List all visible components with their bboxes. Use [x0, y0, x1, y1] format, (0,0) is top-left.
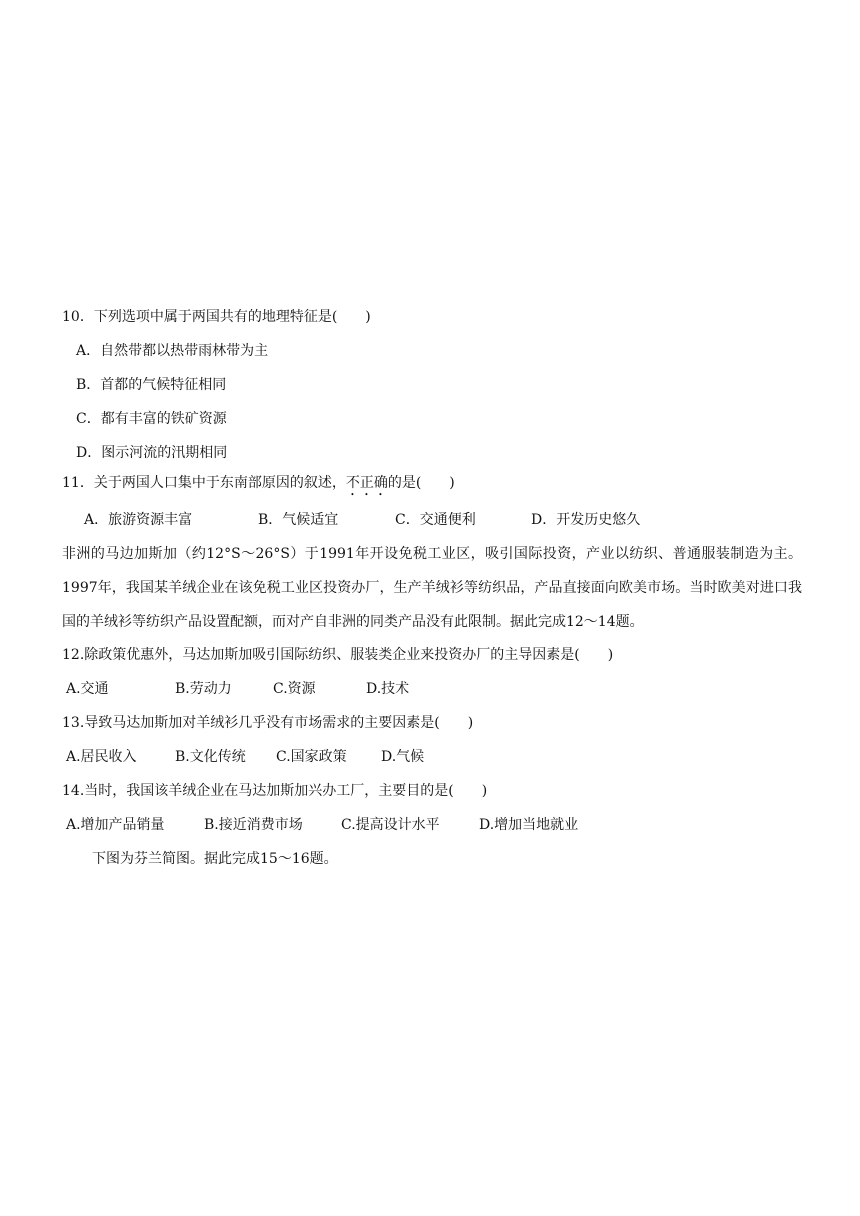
question-10-option-d: D．图示河流的汛期相同	[76, 445, 228, 461]
question-14-stem: 14.当时，我国该羊绒企业在马达加斯加兴办工厂，主要目的是( )	[62, 783, 488, 799]
question-14-option-c: C.提高设计水平	[341, 817, 440, 833]
question-13-option-d: D.气候	[381, 749, 425, 765]
passage-madagascar: 非洲的马边加斯加（约12°S～26°S）于1991年开设免税工业区，吸引国际投资，产业以纺织、普通服装制造为主。1997年，我国某羊绒企业在该免税工业区投资办厂，生产羊绒衫等纺织品，产品直接面向欧美市场。当时欧美对进口我国的羊绒衫等纺织产品设置配额，而对产自非洲的同类产品没有此限制。据此完成12～14题。	[62, 546, 802, 630]
intro-questions-15-16: 下图为芬兰简图。据此完成15～16题。	[92, 851, 338, 867]
question-11-stem-before: 11．关于两国人口集中于东南部原因的叙述，	[62, 475, 346, 491]
question-14-option-b: B.接近消费市场	[204, 817, 303, 833]
question-12-option-c: C.资源	[273, 681, 316, 697]
question-13-option-c: C.国家政策	[276, 749, 347, 765]
question-13-option-b: B.文化传统	[175, 749, 246, 765]
question-11-option-d: D．开发历史悠久	[531, 512, 641, 528]
question-11-stem-after: 的是( )	[387, 475, 455, 491]
question-14-option-a: A.增加产品销量	[66, 817, 165, 833]
question-11-emphasis: 不正确	[345, 475, 388, 491]
question-12-option-b: B.劳动力	[175, 681, 232, 697]
question-13-option-a: A.居民收入	[66, 749, 137, 765]
question-14-option-d: D.增加当地就业	[479, 817, 579, 833]
question-12-option-d: D.技术	[366, 681, 410, 697]
question-12-stem: 12.除政策优惠外，马达加斯加吸引国际纺织、服装类企业来投资办厂的主导因素是( )	[62, 647, 614, 663]
question-11-option-c: C．交通便利	[395, 512, 476, 528]
question-11-option-b: B．气候适宜	[258, 512, 339, 528]
question-10-option-a: A．自然带都以热带雨林带为主	[76, 343, 269, 359]
question-11-stem	[62, 473, 455, 499]
question-10-option-b: B．首都的气候特征相同	[76, 377, 227, 393]
question-13-stem: 13.导致马达加斯加对羊绒衫几乎没有市场需求的主要因素是( )	[62, 715, 474, 731]
question-10-option-c: C．都有丰富的铁矿资源	[76, 411, 227, 427]
question-10-stem: 10．下列选项中属于两国共有的地理特征是( )	[62, 309, 371, 325]
question-11-option-a: A．旅游资源丰富	[84, 512, 193, 528]
question-12-option-a: A.交通	[66, 681, 109, 697]
